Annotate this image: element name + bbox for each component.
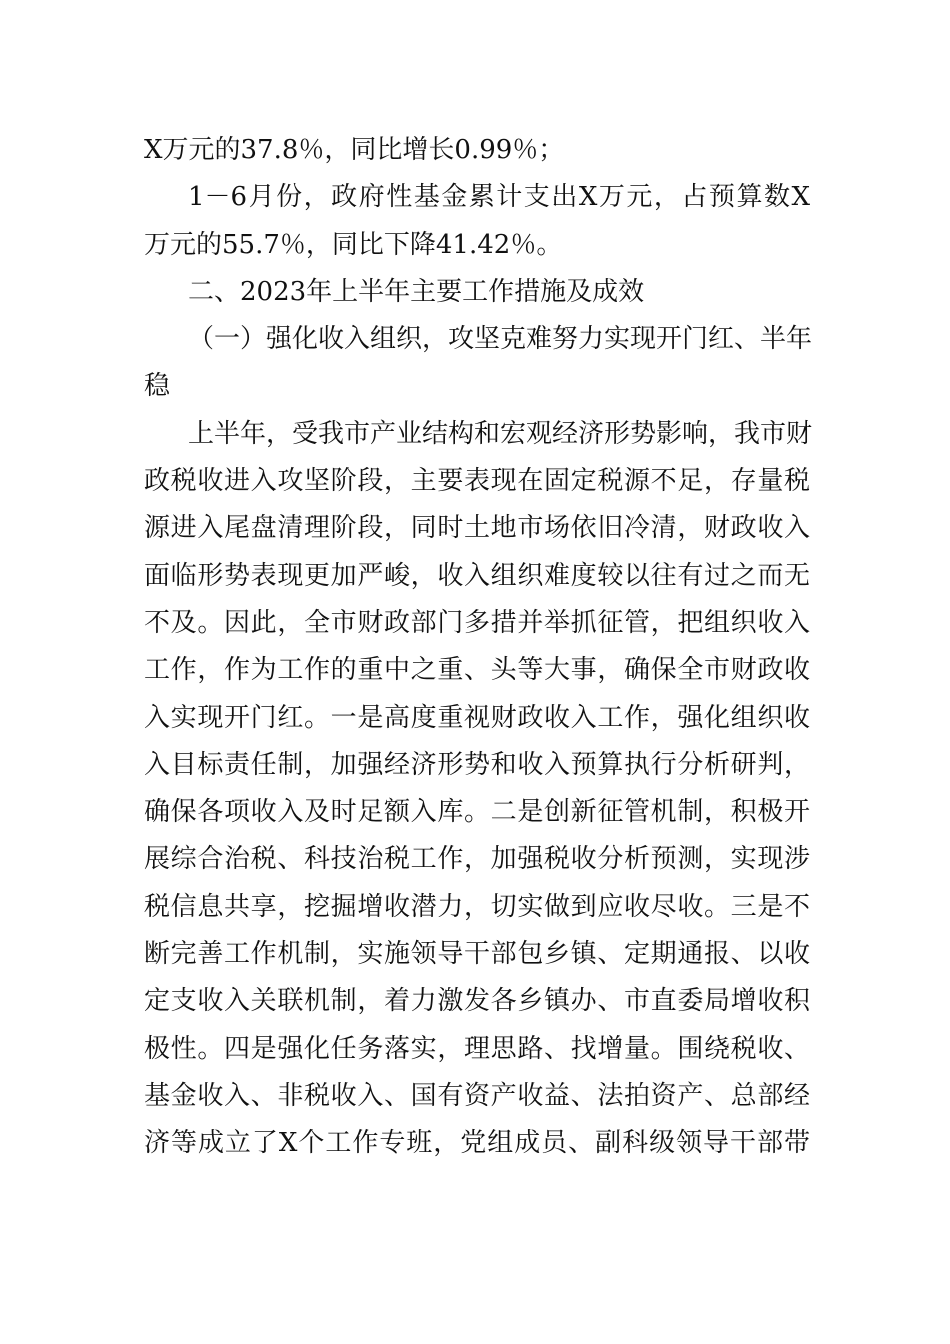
text-line: 入实现开门红。一是高度重视财政收入工作，强化组织收 [144, 702, 810, 733]
subsection-heading-cont: 稳 [144, 371, 171, 402]
subsection-heading: （一）强化收入组织，攻坚克难努力实现开门红、半年 [188, 324, 813, 355]
text-line: 济等成立了X个工作专班，党组成员、副科级领导干部带 [144, 1128, 810, 1159]
text-line: 展综合治税、科技治税工作，加强税收分析预测，实现涉 [144, 844, 810, 875]
text-line: 税信息共享，挖掘增收潜力，切实做到应收尽收。三是不 [144, 891, 810, 922]
text-line: 面临形势表现更加严峻，收入组织难度较以往有过之而无 [144, 560, 810, 591]
text-line: 工作，作为工作的重中之重、头等大事，确保全市财政收 [144, 655, 810, 686]
text-line: 政税收进入攻坚阶段，主要表现在固定税源不足，存量税 [144, 466, 810, 497]
text-line: 万元的55.7％，同比下降41.42％。 [144, 229, 563, 260]
text-line: 1－6月份，政府性基金累计支出X万元，占预算数X [188, 182, 810, 213]
text-line: 极性。四是强化任务落实，理思路、找增量。围绕税收、 [144, 1033, 810, 1064]
section-heading: 二、2023年上半年主要工作措施及成效 [188, 276, 645, 307]
text-line: 定支收入关联机制，着力激发各乡镇办、市直委局增收积 [144, 986, 810, 1017]
text-line: 断完善工作机制，实施领导干部包乡镇、定期通报、以收 [144, 939, 810, 970]
text-line: 源进入尾盘清理阶段，同时土地市场依旧冷清，财政收入 [144, 513, 810, 544]
text-line: 基金收入、非税收入、国有资产收益、法拍资产、总部经 [144, 1080, 810, 1111]
text-line: 不及。因此，全市财政部门多措并举抓征管，把组织收入 [144, 607, 810, 638]
document-page [144, 127, 813, 1168]
text-line: X万元的37.8％，同比增长0.99％； [144, 135, 565, 165]
text-line: 入目标责任制，加强经济形势和收入预算执行分析研判， [144, 749, 810, 780]
text-line: 上半年，受我市产业结构和宏观经济形势影响，我市财 [188, 418, 813, 449]
text-line: 确保各项收入及时足额入库。二是创新征管机制，积极开 [144, 797, 810, 828]
